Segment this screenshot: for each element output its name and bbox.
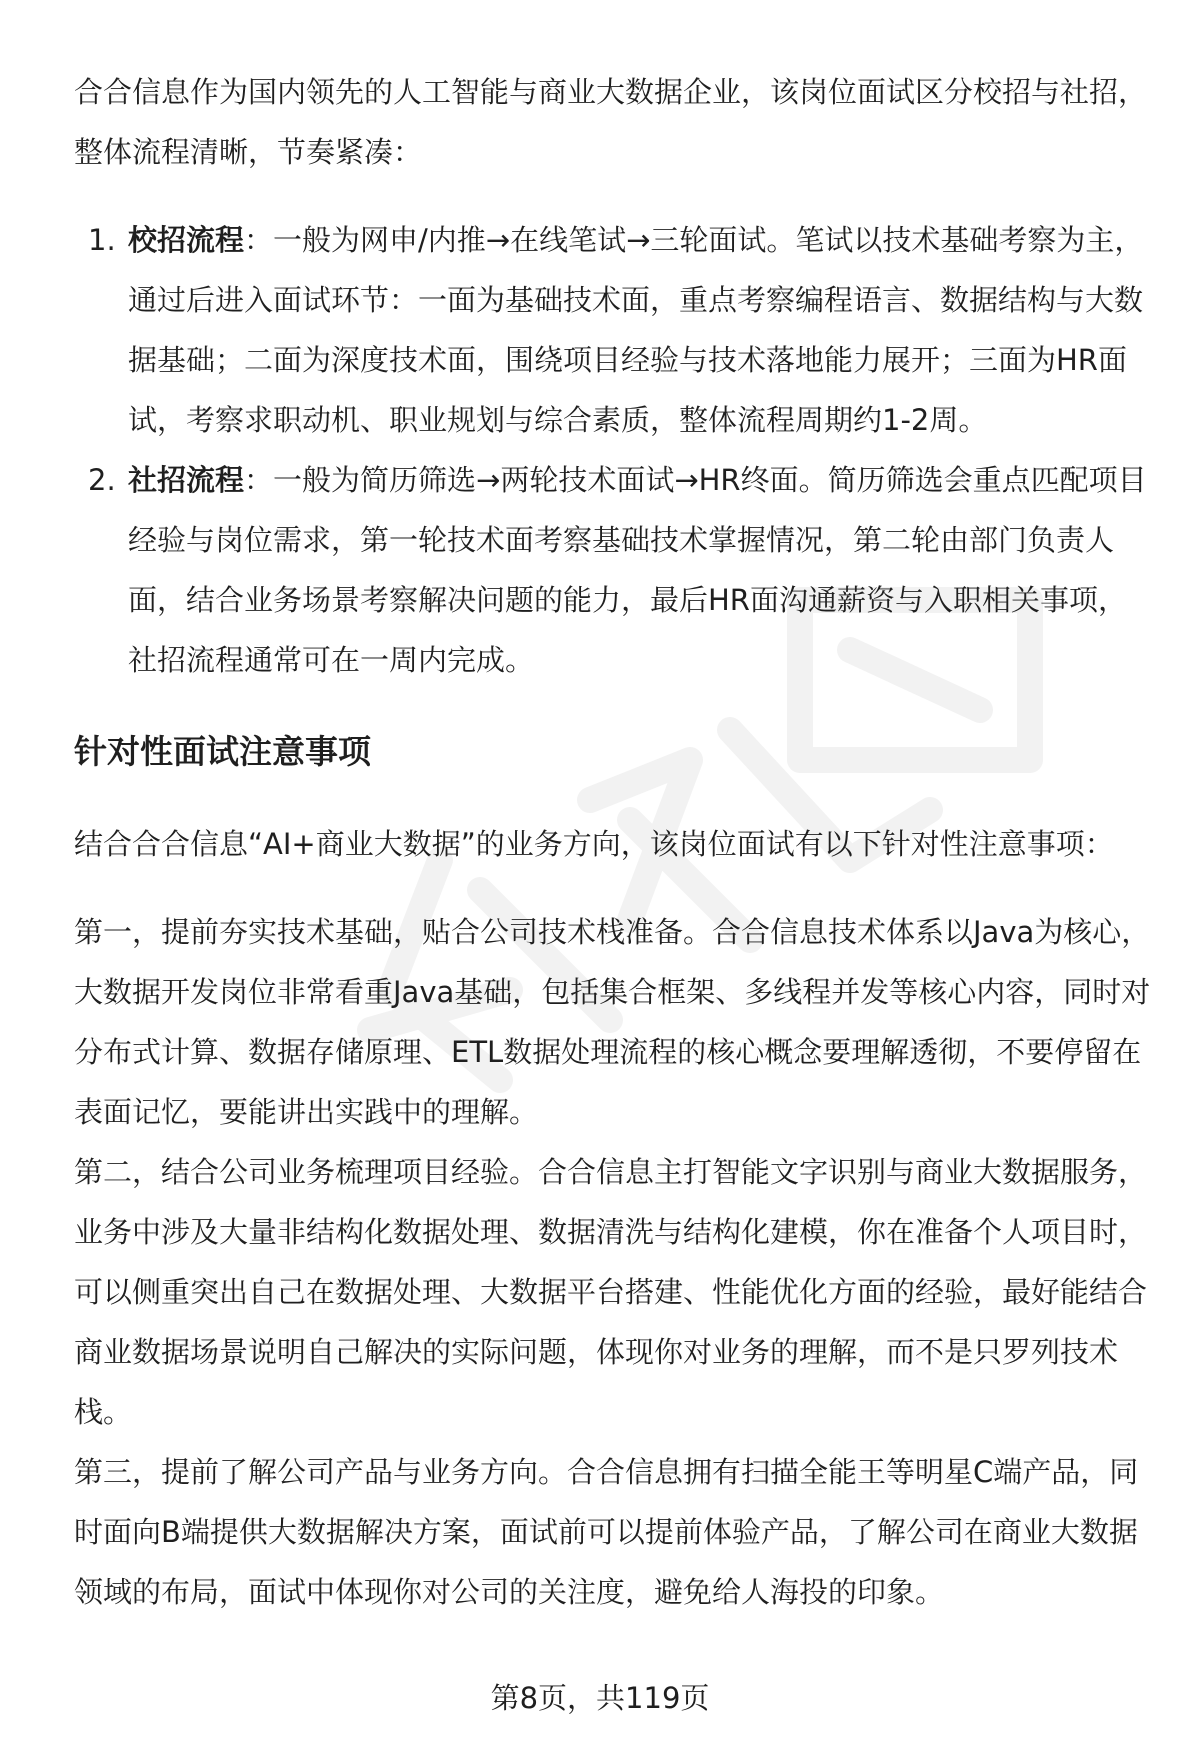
list-number: 1.	[88, 223, 116, 257]
intro-paragraph: 合合信息作为国内领先的人工智能与商业大数据企业，该岗位面试区分校招与社招，整体流程清晰，节奏紧凑：	[74, 75, 1148, 169]
point-paragraph: 第二，结合公司业务梳理项目经验。合合信息主打智能文字识别与商业大数据服务，业务中涉及大量非结构化数据处理、数据清洗与结构化建模，你在准备个人项目时，可以侧重突出自己在数据处理、大数据平台搭建、性能优化方面的经验，最好能结合商业数据场景说明自己解决的实际问题，体现你对业务的理解，而不是只罗列技术栈。	[74, 1155, 1148, 1429]
list-item-text: ：一般为简历筛选→两轮技术面试→HR终面。简历筛选会重点匹配项目经验与岗位需求，第一轮技术面考察基础技术掌握情况，第二轮由部门负责人面，结合业务场景考察解决问题的能力，最后HR面沟通薪资与入职相关事项，社招流程通常可在一周内完成。	[128, 463, 1147, 677]
section-heading: 针对性面试注意事项	[74, 732, 371, 771]
list-item	[74, 210, 1154, 450]
point-paragraph: 第一，提前夯实技术基础，贴合公司技术栈准备。合合信息技术体系以Java为核心，大数据开发岗位非常看重Java基础，包括集合框架、多线程并发等核心内容，同时对分布式计算、数据存储原理、ETL数据处理流程的核心概念要理解透彻，不要停留在表面记忆，要能讲出实践中的理解。	[74, 915, 1151, 1129]
point-paragraph: 第三，提前了解公司产品与业务方向。合合信息拥有扫描全能王等明星C端产品，同时面向B端提供大数据解决方案，面试前可以提前体验产品，了解公司在商业大数据领域的布局，面试中体现你对公司的关注度，避免给人海投的印象。	[74, 1455, 1139, 1609]
list-item-text: ：一般为网申/内推→在线笔试→三轮面试。笔试以技术基础考察为主，通过后进入面试环节：一面为基础技术面，重点考察编程语言、数据结构与大数据基础；二面为深度技术面，围绕项目经验与技术落地能力展开；三面为HR面试，考察求职动机、职业规划与综合素质，整体流程周期约1-2周。	[128, 223, 1144, 437]
section-lead: 结合合合信息“AI+商业大数据”的业务方向，该岗位面试有以下针对性注意事项：	[74, 827, 1114, 861]
list-item-label: 社招流程	[128, 463, 245, 497]
list-item	[74, 450, 1154, 690]
list-item-label: 校招流程	[128, 223, 245, 257]
list-number: 2.	[88, 463, 116, 497]
process-list	[74, 210, 1154, 690]
main-content	[74, 62, 1154, 1622]
page-footer: 第8页，共119页	[490, 1681, 710, 1715]
